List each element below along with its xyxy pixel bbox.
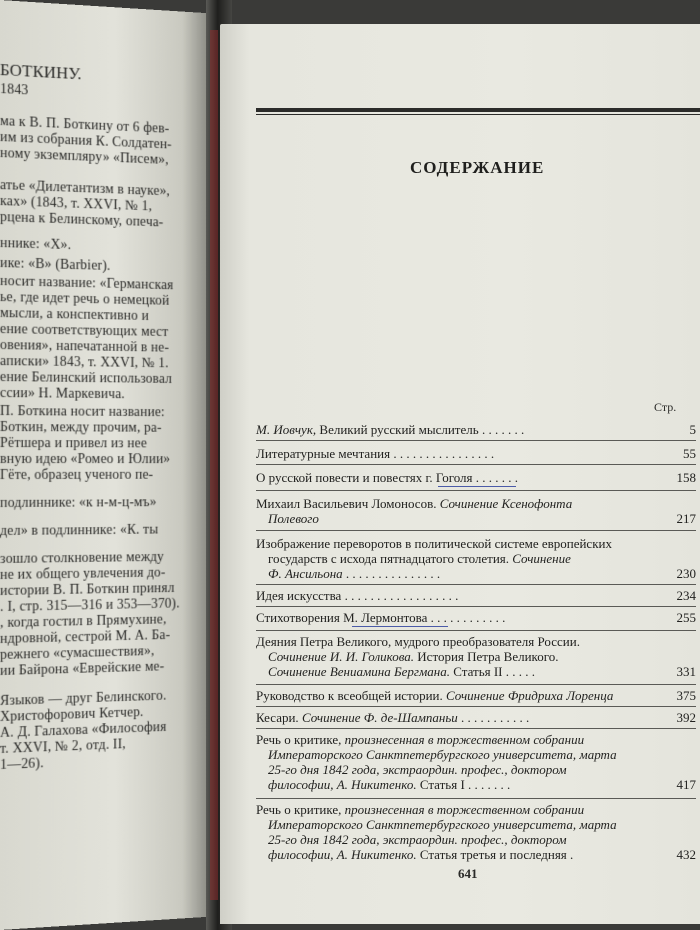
left-line: ннике: «Х». xyxy=(0,236,72,254)
left-line: ссии» Н. Маркевича. xyxy=(0,386,125,403)
left-line: дел» в подлиннике: «К. ты xyxy=(0,522,159,539)
toc-title: О русской повести и повестях г. Гоголя xyxy=(256,470,473,485)
left-line: подлиннике: «к н-м-ц-мъ» xyxy=(0,495,157,511)
toc-divider xyxy=(256,630,696,631)
toc-subtitle: произнесенная в торжественном собрании xyxy=(344,732,585,747)
toc-entry[interactable]: Кесари. Сочинение Ф. де-Шампаньи . . . . . . . . . . . 392 xyxy=(256,710,696,725)
right-page xyxy=(220,24,700,924)
toc-entry[interactable]: Стихотворения М. Лермонтова . . . . . . . . . . . . 255 xyxy=(256,610,696,625)
page-number: 641 xyxy=(458,866,478,881)
toc-title: Речь о критике, xyxy=(256,732,345,747)
toc-subtitle: Сочинение xyxy=(512,551,571,566)
spine-red-ribbon xyxy=(210,30,218,900)
toc-page: 230 xyxy=(676,566,696,581)
left-line: ндровной, сестрой М. А. Ба- xyxy=(0,628,171,647)
toc-subtitle: Сочинение Фридриха Лоренца xyxy=(446,688,614,703)
toc-subtitle: Императорского Санктпетербургского университета, марта xyxy=(268,747,617,762)
toc-page: 55 xyxy=(683,446,696,461)
left-line: режнего «сумасшествия», xyxy=(0,644,155,663)
toc-page: 158 xyxy=(676,470,696,485)
toc-title: Речь о критике, xyxy=(256,802,345,817)
toc-divider xyxy=(256,728,696,729)
left-line: ике: «В» (Barbier). xyxy=(0,256,111,274)
toc-entry[interactable]: Идея искусства . . . . . . . . . . . . . . . . . . 234 xyxy=(256,588,696,603)
left-line: ному экземпляру» «Писем», xyxy=(0,146,169,168)
left-line: Гёте, образец ученого пе- xyxy=(0,467,154,483)
left-line: овения», напечатанной в не- xyxy=(0,338,170,356)
toc-subtitle: Сочинение И. И. Голикова. xyxy=(268,649,415,664)
toc-subtitle: философии, А. Никитенко. xyxy=(268,777,417,792)
toc-entry[interactable]: Изображение переворотов в политической системе европейских государств с исхода пятнадцатого столетия. Сочинение Ф. Ансильона . . . . . . . . . . . . . . . 230 xyxy=(256,536,696,581)
left-line: зошло столкновение между xyxy=(0,550,165,567)
left-line: носит название: «Германская xyxy=(0,274,174,294)
left-line: П. Боткина носит название: xyxy=(0,404,165,421)
toc-page: 5 xyxy=(689,422,696,437)
toc-subtitle: философии, А. Никитенко. xyxy=(268,847,417,862)
page-column-header: Стр. xyxy=(654,400,677,414)
left-line: т. XXVI, № 2, отд. II, xyxy=(0,737,126,757)
toc-page: 432 xyxy=(676,847,696,862)
toc-subtitle: Сочинение Ф. де-Шампаньи xyxy=(301,710,458,725)
toc-divider xyxy=(256,684,696,685)
toc-entry[interactable]: Речь о критике, произнесенная в торжественном собрании Императорского Санктпетербургского университета, марта 25-го дня 1842 года, экстраордин. профес., доктором философии, А. Никитенко. Статья третья и последняя . 432 xyxy=(256,802,696,862)
toc-title: Великий русский мыслитель xyxy=(316,422,479,437)
left-year: 1843 xyxy=(0,82,29,99)
left-line: ение соответствующих мест xyxy=(0,322,169,340)
left-line: ма к В. П. Боткину от 6 фев- xyxy=(0,114,170,137)
toc-divider xyxy=(256,706,696,707)
toc-divider xyxy=(256,798,696,799)
toc-title: Статья I xyxy=(416,777,465,792)
left-line: вную идею «Ромео и Юлии» xyxy=(0,452,171,467)
left-line: не их общего увлечения до- xyxy=(0,565,166,583)
left-line: . I, стр. 315—316 и 353—370). xyxy=(0,596,180,615)
toc-page: 417 xyxy=(676,777,696,792)
toc-page: 234 xyxy=(676,588,696,603)
left-line: истории В. П. Боткин принял xyxy=(0,581,175,599)
toc-title: Статья II xyxy=(449,664,503,679)
toc-divider xyxy=(256,440,696,441)
toc-divider xyxy=(256,464,696,465)
left-line: А. Д. Галахова «Философия xyxy=(0,720,167,741)
toc-title: История Петра Великого. xyxy=(414,649,559,664)
left-line: 1—26). xyxy=(0,756,44,773)
left-line: мысли, а конспективно и xyxy=(0,306,149,324)
toc-subtitle: Полевого xyxy=(268,511,319,526)
left-line: им из собрания К. Солдатен- xyxy=(0,130,172,153)
toc-entry[interactable] xyxy=(256,496,696,526)
toc-entry[interactable] xyxy=(256,688,696,703)
left-line: Языков — друг Белинского. xyxy=(0,688,167,709)
toc-entry[interactable]: Деяния Петра Великого, мудрого преобразователя России. Сочинение И. И. Голикова. История Петра Великого. Сочинение Вениамина Бергмана. Статья II . . . . . 331 xyxy=(256,634,696,679)
toc-divider xyxy=(256,584,696,585)
toc-divider xyxy=(256,606,696,607)
toc-title: Деяния Петра Великого, мудрого преобразователя России. xyxy=(256,634,580,649)
toc-title: государств с исхода пятнадцатого столетия. xyxy=(268,551,513,566)
toc-subtitle: произнесенная в торжественном собрании xyxy=(344,802,585,817)
left-line: ье, где идет речь о немецкой xyxy=(0,290,170,309)
toc-page: 331 xyxy=(676,664,696,679)
toc-title: Статья третья и последняя xyxy=(416,847,567,862)
pen-underline xyxy=(438,486,516,487)
pen-underline xyxy=(352,626,448,627)
left-line: атье «Дилетантизм в науке», xyxy=(0,178,170,200)
toc-title: Идея искусства xyxy=(256,588,342,603)
toc-title: Кесари. xyxy=(256,710,302,725)
left-line: аписки» 1843, т. XXVI, № 1. xyxy=(0,354,169,372)
left-heading: БОТКИНУ. xyxy=(0,60,82,84)
toc-title: Михаил Васильевич Ломоносов. xyxy=(256,496,440,511)
toc-subtitle: Императорского Санктпетербургского университета, марта xyxy=(268,817,617,832)
toc-subtitle: 25-го дня 1842 года, экстраордин. профес., доктором xyxy=(268,762,567,777)
toc-subtitle: 25-го дня 1842 года, экстраордин. профес., доктором xyxy=(268,832,567,847)
toc-divider xyxy=(256,490,696,491)
left-page xyxy=(0,0,206,930)
toc-title: Литературные мечтания xyxy=(256,446,391,461)
toc-subtitle: Сочинение Ксенофонта xyxy=(439,496,573,511)
toc-title: Руководство к всеобщей истории. xyxy=(256,688,447,703)
left-line: Боткин, между прочим, ра- xyxy=(0,420,162,436)
left-line: Христофорович Кетчер. xyxy=(0,705,144,725)
left-line: ках» (1843, т. XXVI, № 1, xyxy=(0,194,153,215)
toc-subtitle: Сочинение Вениамина Бергмана. xyxy=(268,664,450,679)
left-line: , когда гостил в Прямухине, xyxy=(0,612,167,631)
toc-author: М. Иовчук, xyxy=(256,422,317,437)
left-line: рцена к Белинскому, опеча- xyxy=(0,210,164,231)
toc-subtitle: Ф. Ансильона xyxy=(268,566,343,581)
toc-page: 375 xyxy=(676,688,696,703)
left-line: ии Байрона «Еврейские ме- xyxy=(0,659,165,679)
header-rule-thin xyxy=(256,114,700,115)
left-line: ение Белинский использовал xyxy=(0,370,172,387)
toc-page: 255 xyxy=(676,610,696,625)
toc-page: 217 xyxy=(676,511,696,526)
toc-entry[interactable]: Речь о критике, произнесенная в торжественном собрании Императорского Санктпетербургского университета, марта 25-го дня 1842 года, экстраордин. профес., доктором философии, А. Никитенко. Статья I . . . . . . . 417 xyxy=(256,732,696,792)
toc-title: Изображение переворотов в политической системе европейских xyxy=(256,536,612,551)
page-title: СОДЕРЖАНИЕ xyxy=(410,158,545,177)
left-line: Рётшера и привел из нее xyxy=(0,436,147,452)
toc-divider xyxy=(256,530,696,531)
toc-title: Стихотворения М. Лермонтова xyxy=(256,610,428,625)
header-rule xyxy=(256,108,700,112)
toc-entry[interactable]: О русской повести и повестях г. Гоголя . . . . . . . 158 xyxy=(256,470,696,485)
toc-page: 392 xyxy=(676,710,696,725)
toc-entry[interactable]: Литературные мечтания . . . . . . . . . . . . . . . . 55 xyxy=(256,446,696,461)
toc-entry[interactable]: М. Иовчук, Великий русский мыслитель . . . . . . . 5 xyxy=(256,422,696,437)
